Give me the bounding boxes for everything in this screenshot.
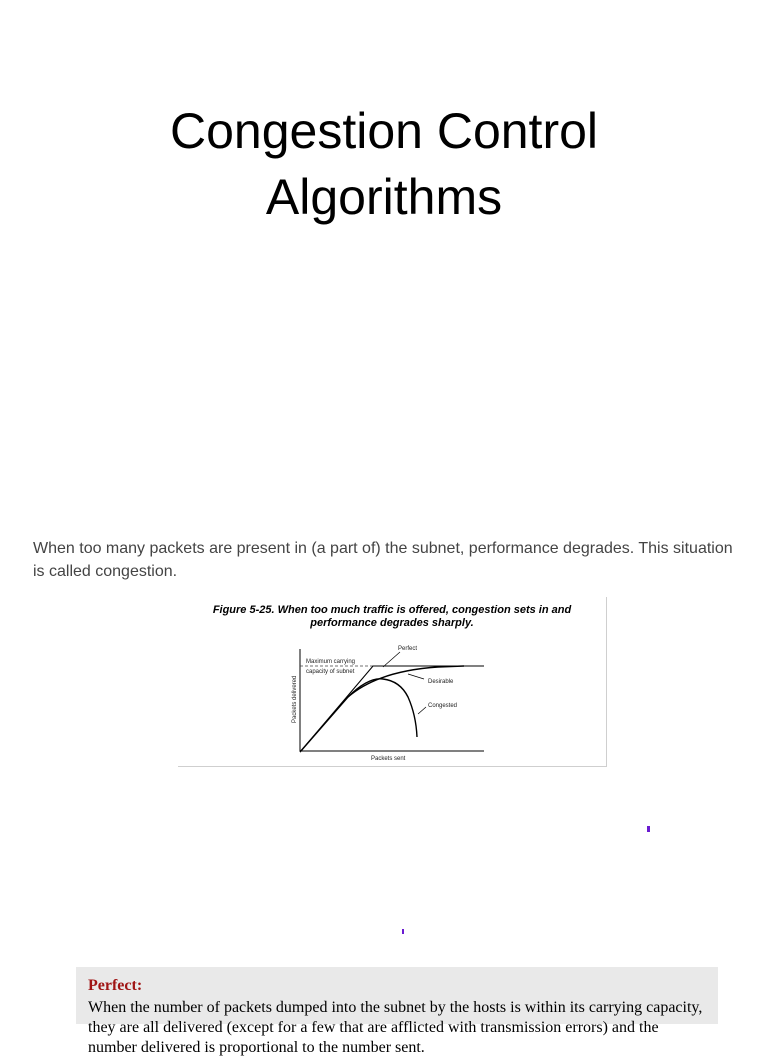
slide-title-line1: Congestion Control	[169, 103, 599, 159]
congested-curve	[348, 679, 417, 737]
figure-caption-line2: performance degrades sharply.	[310, 617, 474, 629]
stray-mark	[647, 826, 650, 832]
intro-paragraph: When too many packets are present in (a part of) the subnet, performance degrades. This situation is called congestion.	[33, 540, 733, 580]
definition-text: When the number of packets dumped into the subnet by the hosts is within its carrying capacity, they are all delivered (except for a few that are afflicted with transmission errors) and the number delivered is proportional to the number sent.	[88, 999, 703, 1056]
slide-title-line2: Algorithms	[265, 169, 503, 225]
figure-caption-line1: Figure 5-25. When too much traffic is offered, congestion sets in and	[212, 604, 572, 616]
stray-mark	[402, 929, 404, 934]
definition-box	[76, 967, 718, 1056]
congestion-figure	[178, 597, 607, 767]
label-perfect: Perfect	[398, 646, 418, 652]
congestion-graph	[178, 597, 606, 766]
y-axis-label: Packets delivered	[292, 675, 298, 723]
perfect-curve	[300, 666, 484, 752]
label-max-line2: capacity of subnet	[306, 669, 355, 675]
x-axis-label: Packets sent	[371, 756, 406, 762]
definition-heading: Perfect:	[88, 977, 143, 994]
label-max-line1: Maximum carrying	[306, 659, 356, 665]
label-congested: Congested	[428, 703, 458, 709]
congested-pointer	[418, 707, 426, 714]
perfect-pointer	[383, 652, 400, 667]
label-desirable: Desirable	[428, 679, 454, 685]
slide-title	[0, 98, 768, 230]
desirable-pointer	[408, 674, 424, 679]
